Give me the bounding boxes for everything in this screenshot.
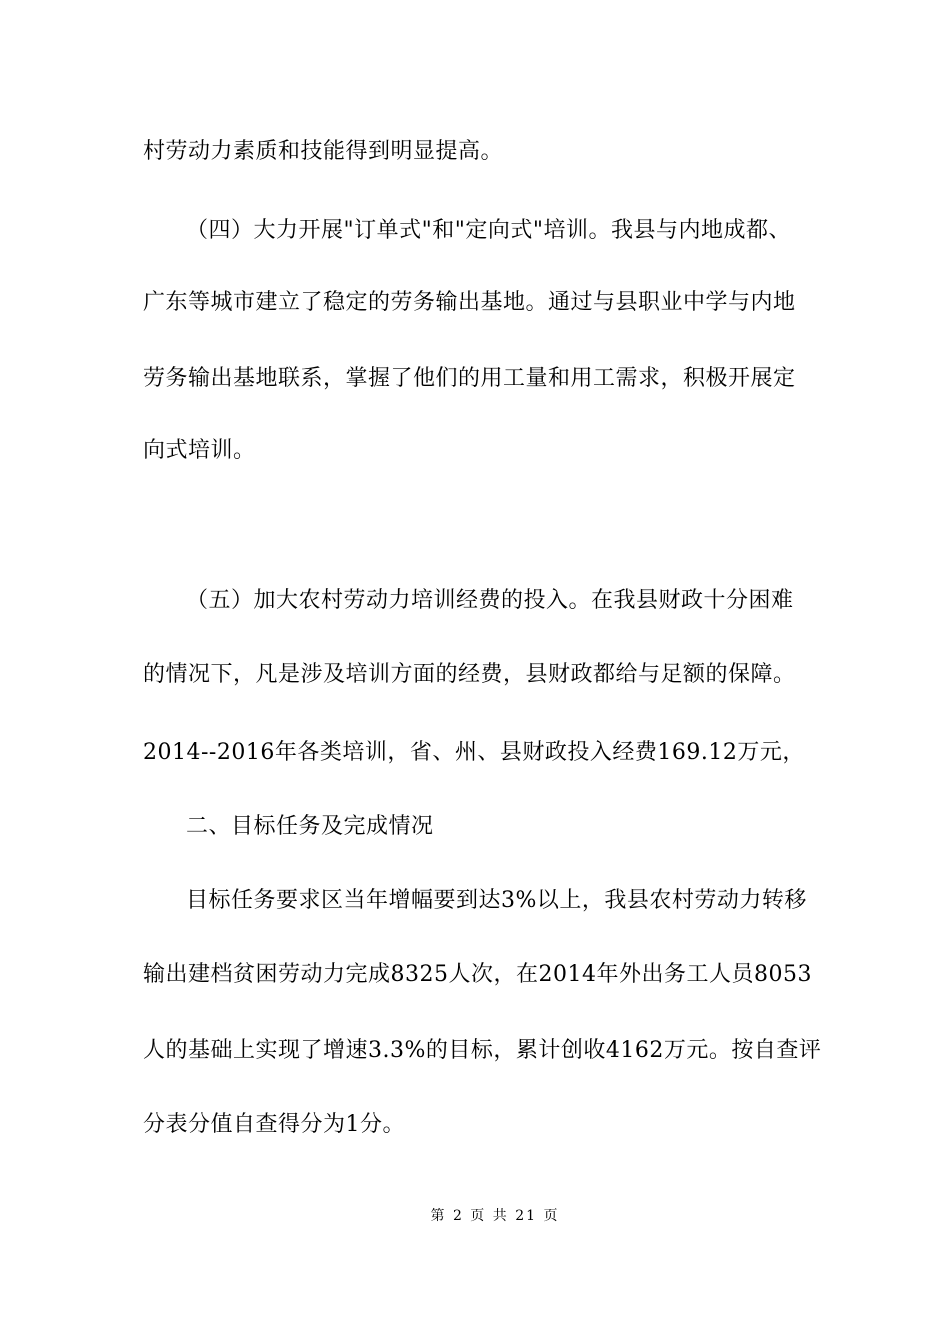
section-heading: 二、目标任务及完成情况 [186, 814, 434, 839]
text-line-6: （五）加大农村劳动力培训经费的投入。在我县财政十分困难 [186, 588, 794, 613]
text-line-10: 目标任务要求区当年增幅要到达3%以上，我县农村劳动力转移 [186, 888, 807, 913]
text-line-5: 向式培训。 [143, 438, 256, 463]
text-line-3: 广东等城市建立了稳定的劳务输出基地。通过与县职业中学与内地 [143, 290, 796, 315]
text-line-12: 人的基础上实现了增速3.3%的目标，累计创收4162万元。按自查评 [143, 1038, 822, 1063]
text-line-1: 村劳动力素质和技能得到明显提高。 [143, 139, 504, 164]
text-line-13: 分表分值自查得分为1分。 [143, 1112, 405, 1137]
text-line-7: 的情况下，凡是涉及培训方面的经费，县财政都给与足额的保障。 [143, 662, 796, 687]
text-line-11: 输出建档贫困劳动力完成8325人次，在2014年外出务工人员8053 [143, 962, 812, 987]
text-line-4: 劳务输出基地联系，掌握了他们的用工量和用工需求，积极开展定 [143, 366, 796, 391]
text-line-8: 2014--2016年各类培训，省、州、县财政投入经费169.12万元， [143, 740, 805, 765]
page-footer: 第 2 页 共 21 页 [430, 1208, 560, 1224]
text-line-2: （四）大力开展"订单式"和"定向式"培训。我县与内地成都、 [186, 218, 791, 243]
